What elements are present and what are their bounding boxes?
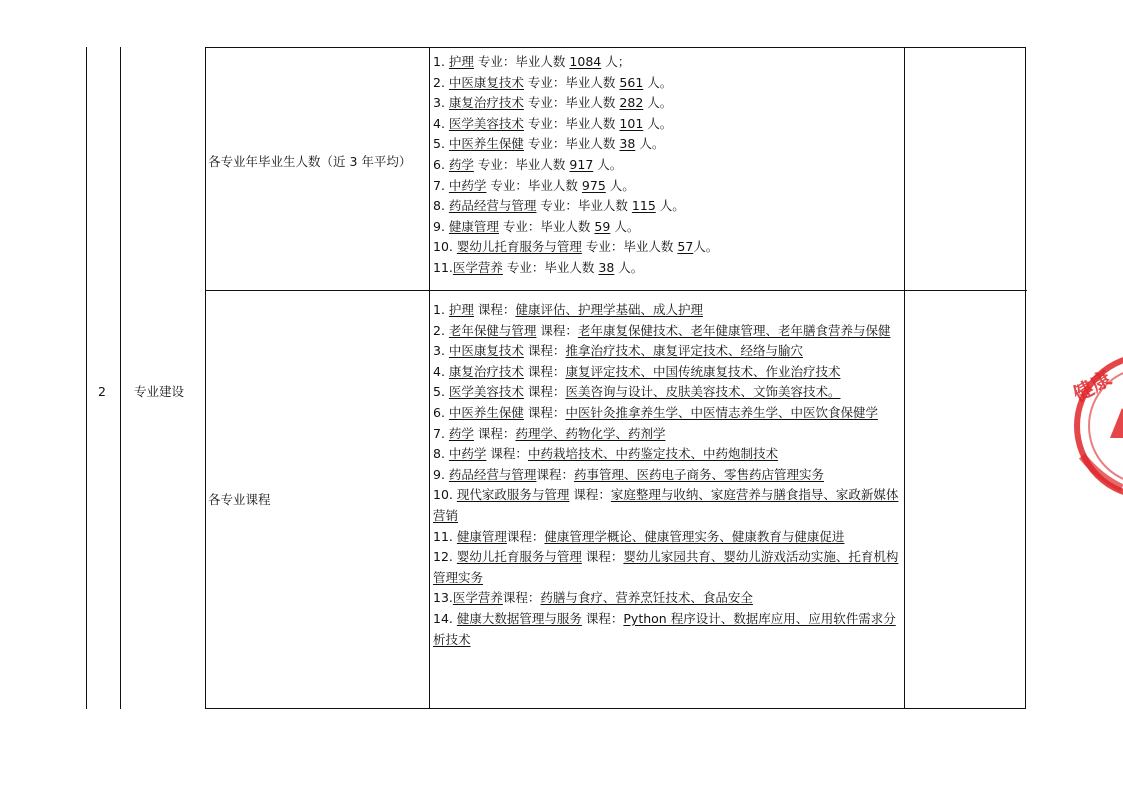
- red-seal-stamp: [1062, 346, 1123, 516]
- courses-list: [433, 300, 903, 650]
- list-item: 2. 中医康复技术 专业：毕业人数 561 人。: [433, 74, 673, 90]
- list-item: 11. 健康管理课程：健康管理学概论、健康管理实务、健康教育与健康促进: [433, 528, 845, 544]
- table-top-border: [205, 47, 1026, 48]
- list-item: 3. 中医康复技术 课程：推拿治疗技术、康复评定技术、经络与腧穴: [433, 343, 803, 359]
- list-item: 1. 护理 课程：健康评估、护理学基础、成人护理: [433, 302, 703, 317]
- row-divider: [205, 290, 1027, 291]
- list-item: 10. 现代家政服务与管理 课程：家庭整理与收纳、家庭营养与膳食指导、家政新媒体营销: [433, 487, 899, 523]
- table-left-border: [86, 47, 87, 709]
- list-item: 4. 医学美容技术 专业：毕业人数 101 人。: [433, 115, 673, 131]
- table-right-border: [1025, 47, 1026, 709]
- content-column-divider: [429, 47, 430, 709]
- row-number: 2: [98, 384, 106, 399]
- list-item: 9. 药品经营与管理课程：药事管理、医药电子商务、零售药店管理实务: [433, 466, 824, 482]
- list-item: 13.医学营养课程：药膳与食疗、营养烹饪技术、食品安全: [433, 590, 753, 606]
- list-item: 8. 药品经营与管理 专业：毕业人数 115 人。: [433, 198, 685, 214]
- list-item: 6. 中医养生保健 课程：中医针灸推拿养生学、中医情志养生学、中医饮食保健学: [433, 404, 878, 420]
- list-item: 2. 老年保健与管理 课程：老年康复保健技术、老年健康管理、老年膳食营养与保健: [433, 322, 891, 338]
- list-item: 7. 中药学 专业：毕业人数 975 人。: [433, 177, 635, 193]
- list-item: 7. 药学 课程：药理学、药物化学、药剂学: [433, 425, 666, 441]
- list-item: 10. 婴幼儿托育服务与管理 专业：毕业人数 57人。: [433, 239, 719, 255]
- courses-label: 各专业课程: [208, 492, 271, 507]
- category-column-divider: [205, 47, 206, 709]
- list-item: 1. 护理 专业：毕业人数 1084 人；: [433, 54, 631, 69]
- list-item: 8. 中药学 课程：中药栽培技术、中药鉴定技术、中药炮制技术: [433, 446, 778, 462]
- row-category: 专业建设: [134, 384, 185, 399]
- list-item: 3. 康复治疗技术 专业：毕业人数 282 人。: [433, 95, 673, 111]
- svg-text:健康: 健康: [1068, 365, 1116, 407]
- number-column-divider: [120, 47, 121, 709]
- list-item: 5. 医学美容技术 课程：医美咨询与设计、皮肤美容技术、文饰美容技术。: [433, 384, 841, 400]
- list-item: 4. 康复治疗技术 课程：康复评定技术、中国传统康复技术、作业治疗技术: [433, 363, 841, 379]
- list-item: 9. 健康管理 专业：毕业人数 59 人。: [433, 218, 640, 234]
- list-item: 12. 婴幼儿托育服务与管理 课程：婴幼儿家园共育、婴幼儿游戏活动实施、托育机构管理实务: [433, 549, 899, 585]
- list-item: 6. 药学 专业：毕业人数 917 人。: [433, 156, 623, 172]
- list-item: 11.医学营养 专业：毕业人数 38 人。: [433, 259, 644, 275]
- table-bottom-border: [205, 708, 1026, 709]
- list-item: 14. 健康大数据管理与服务 课程：Python 程序设计、数据库应用、应用软件需求分析技术: [433, 610, 896, 647]
- list-item: 5. 中医养生保健 专业：毕业人数 38 人。: [433, 136, 665, 152]
- graduates-label: 各专业年毕业生人数（近 3 年平均）: [208, 154, 412, 169]
- graduates-list: [433, 52, 903, 279]
- remark-column-divider: [904, 47, 905, 709]
